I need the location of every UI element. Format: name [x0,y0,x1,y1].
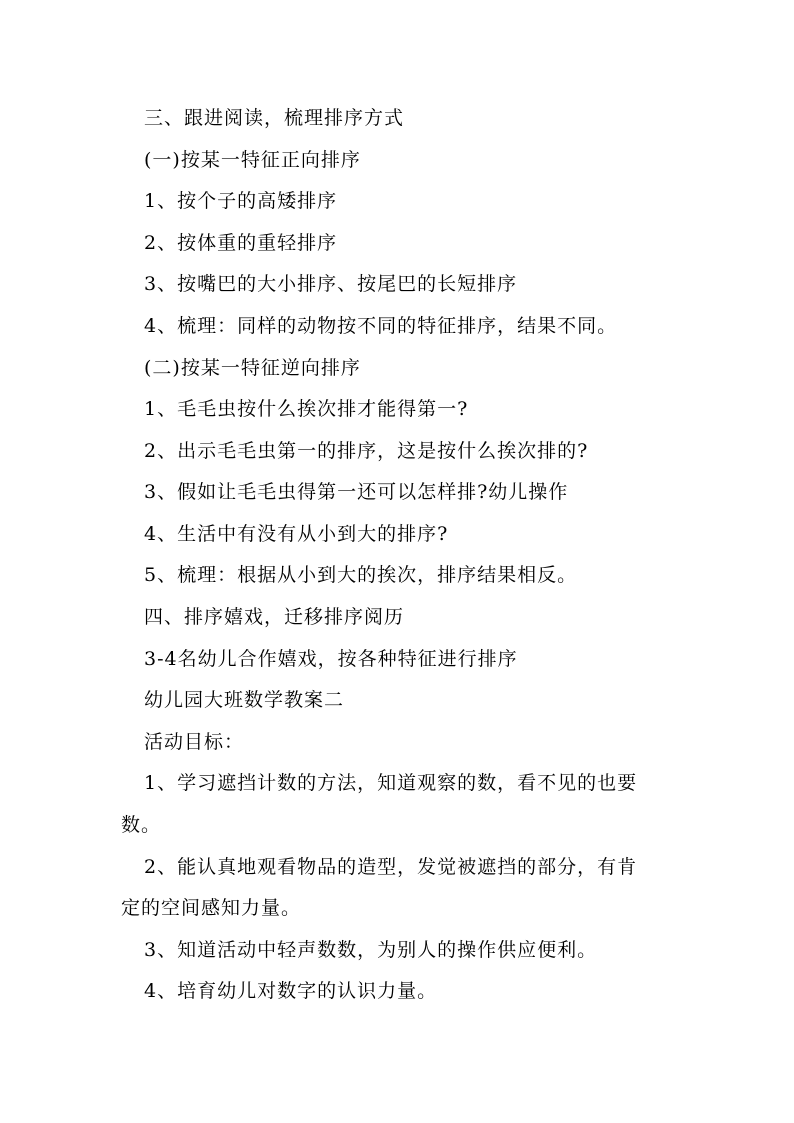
list-item: 4、梳理：同样的动物按不同的特征排序，结果不同。 [144,315,618,337]
objective-item-continuation: 数。 [121,814,162,836]
section-heading-3: 三、跟进阅读，梳理排序方式 [144,107,405,129]
paragraph: 3-4名幼儿合作嬉戏，按各种特征进行排序 [144,648,518,670]
list-item: 1、毛毛虫按什么挨次排才能得第一? [144,398,469,420]
objective-item: 1、学习遮挡计数的方法，知道观察的数，看不见的也要 [144,772,638,794]
subheading-1: (一)按某一特征正向排序 [144,149,361,171]
objective-item: 3、知道活动中轻声数数，为别人的操作供应便利。 [144,939,598,961]
list-item: 5、梳理：根据从小到大的挨次，排序结果相反。 [144,564,578,586]
objectives-heading: 活动目标： [144,731,245,753]
list-item: 2、出示毛毛虫第一的排序，这是按什么挨次排的? [144,440,589,462]
list-item: 1、按个子的高矮排序 [144,190,338,212]
list-item: 3、按嘴巴的大小排序、按尾巴的长短排序 [144,273,518,295]
objective-item: 4、培育幼儿对数字的认识力量。 [144,980,438,1002]
section-heading-4: 四、排序嬉戏，迁移排序阅历 [144,606,405,628]
list-item: 4、生活中有没有从小到大的排序? [144,523,449,545]
list-item: 2、按体重的重轻排序 [144,232,338,254]
objective-item-continuation: 定的空间感知力量。 [121,897,302,919]
document-title: 幼儿园大班数学教案二 [144,689,345,711]
list-item: 3、假如让毛毛虫得第一还可以怎样排?幼儿操作 [144,481,569,503]
subheading-2: (二)按某一特征逆向排序 [144,357,361,379]
objective-item: 2、能认真地观看物品的造型，发觉被遮挡的部分，有肯 [144,856,638,878]
